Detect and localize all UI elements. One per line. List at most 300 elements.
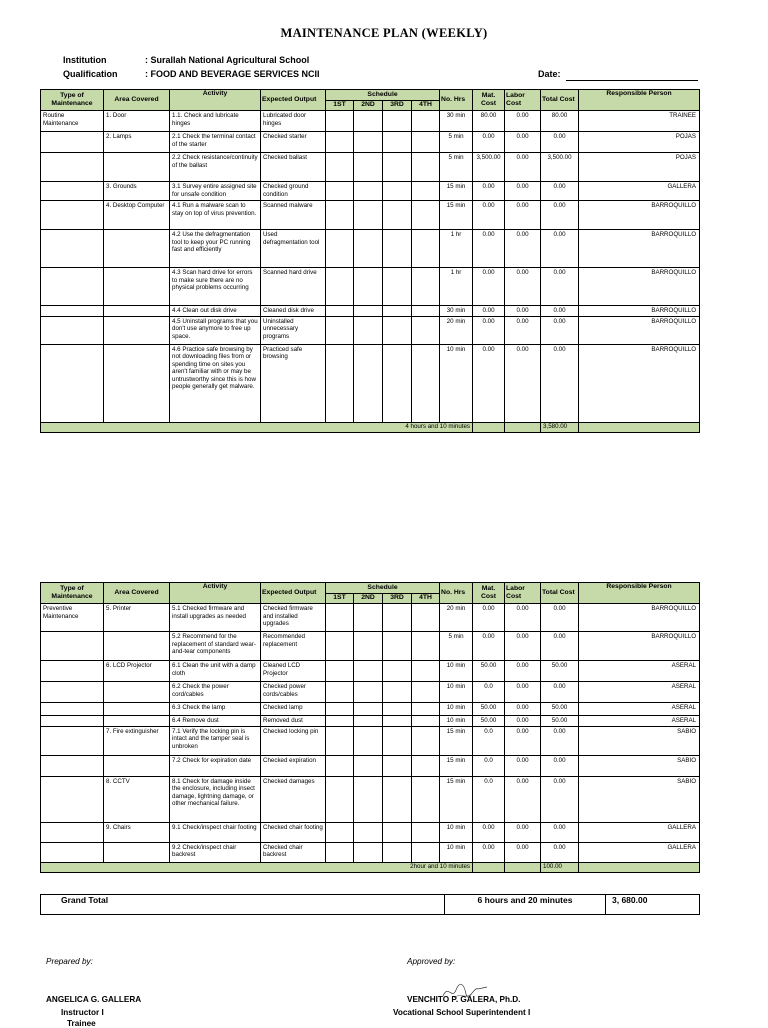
cell-labor-cost: 0.00 xyxy=(505,182,541,201)
table-row xyxy=(41,682,700,703)
cell-expected: Recommended replacement xyxy=(261,632,326,661)
header-hours: No. Hrs xyxy=(440,583,473,604)
cell-week-4 xyxy=(412,201,440,230)
cell-hours: 10 min xyxy=(440,682,473,703)
cell-type xyxy=(41,755,104,776)
qualification-label: Qualification xyxy=(63,69,118,79)
cell-activity: 4.6 Practice safe browsing by not downloading files from or spending time on sites you aren't familiar with or may be untrustworthy since this is how people generally get malware. xyxy=(170,344,261,422)
cell-week-2 xyxy=(354,716,383,727)
table-row xyxy=(41,306,700,317)
cell-week-4 xyxy=(412,726,440,755)
cell-labor-cost: 0.00 xyxy=(505,755,541,776)
cell-week-1 xyxy=(326,132,354,153)
cell-total-cost: 50.00 xyxy=(541,661,579,682)
cell-labor-cost: 0.00 xyxy=(505,842,541,862)
header-week-s4: 4TH xyxy=(412,594,440,604)
cell-hours: 5 min xyxy=(440,132,473,153)
cell-area xyxy=(104,344,170,422)
cell-week-4 xyxy=(412,132,440,153)
cell-area: 8. CCTV xyxy=(104,776,170,822)
cell-expected: Checked starter xyxy=(261,132,326,153)
cell-hours: 15 min xyxy=(440,726,473,755)
cell-hours: 15 min xyxy=(440,201,473,230)
cell-material-cost: 80.00 xyxy=(473,111,505,132)
cell-week-1 xyxy=(326,726,354,755)
header-hours: No. Hrs xyxy=(440,90,473,111)
cell-week-1 xyxy=(326,111,354,132)
subtotal-hours: 2hour and 10 minutes xyxy=(41,862,473,872)
header-labor-cost: Labor Cost xyxy=(505,583,541,604)
cell-total-cost: 0.00 xyxy=(541,344,579,422)
cell-responsible: GALLERA xyxy=(579,182,700,201)
cell-week-3 xyxy=(383,111,412,132)
cell-type xyxy=(41,726,104,755)
cell-hours: 10 min xyxy=(440,703,473,716)
subtotal-hours: 4 hours and 10 minutes xyxy=(41,422,473,432)
table-row xyxy=(41,842,700,862)
cell-area: 9. Chairs xyxy=(104,822,170,842)
approver-title: Vocational School Superintendent I xyxy=(393,1008,531,1017)
cell-labor-cost: 0.00 xyxy=(505,726,541,755)
cell-total-cost: 0.00 xyxy=(541,230,579,268)
cell-material-cost: 0.00 xyxy=(473,182,505,201)
header-type: Type of Maintenance xyxy=(41,583,104,604)
cell-week-3 xyxy=(383,703,412,716)
cell-total-cost: 0.00 xyxy=(541,306,579,317)
cell-responsible: BARROQUILLO xyxy=(579,306,700,317)
cell-expected: Used defragmentation tool xyxy=(261,230,326,268)
cell-total-cost: 3,500.00 xyxy=(541,153,579,182)
cell-week-1 xyxy=(326,182,354,201)
cell-week-2 xyxy=(354,132,383,153)
cell-week-3 xyxy=(383,716,412,727)
cell-area xyxy=(104,268,170,306)
cell-week-2 xyxy=(354,201,383,230)
cell-week-2 xyxy=(354,230,383,268)
cell-area: 3. Grounds xyxy=(104,182,170,201)
cell-material-cost: 50.00 xyxy=(473,661,505,682)
date-field xyxy=(566,80,698,81)
cell-labor-cost: 0.00 xyxy=(505,661,541,682)
qualification-value: : FOOD AND BEVERAGE SERVICES NCII xyxy=(145,69,320,79)
cell-responsible: ASERAL xyxy=(579,682,700,703)
cell-labor-cost: 0.00 xyxy=(505,822,541,842)
cell-week-2 xyxy=(354,822,383,842)
cell-type xyxy=(41,682,104,703)
cell-week-4 xyxy=(412,632,440,661)
cell-week-4 xyxy=(412,153,440,182)
cell-total-cost: 0.00 xyxy=(541,132,579,153)
cell-hours: 10 min xyxy=(440,661,473,682)
cell-week-3 xyxy=(383,306,412,317)
cell-material-cost: 0.0 xyxy=(473,776,505,822)
cell-total-cost: 0.00 xyxy=(541,632,579,661)
cell-total-cost: 0.00 xyxy=(541,726,579,755)
cell-week-3 xyxy=(383,755,412,776)
cell-type xyxy=(41,632,104,661)
cell-responsible: POJAS xyxy=(579,153,700,182)
cell-week-3 xyxy=(383,726,412,755)
header-area: Area Covered xyxy=(104,583,170,604)
header-total-cost: Total Cost xyxy=(541,90,579,111)
cell-hours: 10 min xyxy=(440,716,473,727)
cell-material-cost: 0.00 xyxy=(473,306,505,317)
cell-week-2 xyxy=(354,755,383,776)
cell-labor-cost: 0.00 xyxy=(505,344,541,422)
cell-week-1 xyxy=(326,703,354,716)
cell-labor-cost: 0.00 xyxy=(505,776,541,822)
cell-type xyxy=(41,344,104,422)
header-week-s3: 3RD xyxy=(383,101,412,111)
cell-expected: Checked expiration xyxy=(261,755,326,776)
cell-week-4 xyxy=(412,182,440,201)
cell-week-3 xyxy=(383,632,412,661)
cell-week-2 xyxy=(354,153,383,182)
header-responsible: Responsible Person xyxy=(579,583,700,604)
cell-activity: 3.1 Survey entire assigned site for unsafe condition xyxy=(170,182,261,201)
date-label: Date: xyxy=(538,69,561,79)
cell-labor-cost: 0.00 xyxy=(505,682,541,703)
cell-labor-cost: 0.00 xyxy=(505,268,541,306)
cell-week-2 xyxy=(354,316,383,344)
cell-week-2 xyxy=(354,268,383,306)
cell-labor-cost: 0.00 xyxy=(505,153,541,182)
cell-hours: 15 min xyxy=(440,755,473,776)
cell-activity: 4.1 Run a malware scan to stay on top of virus prevention. xyxy=(170,201,261,230)
table-row xyxy=(41,132,700,153)
cell-type xyxy=(41,230,104,268)
cell-expected: Removed dust xyxy=(261,716,326,727)
cell-hours: 30 min xyxy=(440,306,473,317)
table-row xyxy=(41,604,700,632)
cell-area xyxy=(104,682,170,703)
cell-week-1 xyxy=(326,682,354,703)
cell-expected: Checked locking pin xyxy=(261,726,326,755)
cell-area: 2. Lamps xyxy=(104,132,170,153)
cell-area: 6. LCD Projector xyxy=(104,661,170,682)
cell-hours: 30 min xyxy=(440,111,473,132)
cell-material-cost: 0.00 xyxy=(473,822,505,842)
cell-week-3 xyxy=(383,132,412,153)
table-row xyxy=(41,661,700,682)
cell-week-4 xyxy=(412,268,440,306)
grand-total-label: Grand Total xyxy=(41,895,445,915)
cell-week-3 xyxy=(383,153,412,182)
cell-week-4 xyxy=(412,755,440,776)
cell-activity: 6.2 Check the power cord/cables xyxy=(170,682,261,703)
cell-week-4 xyxy=(412,111,440,132)
cell-total-cost: 0.00 xyxy=(541,682,579,703)
cell-labor-cost: 0.00 xyxy=(505,201,541,230)
header-week-s3: 3RD xyxy=(383,594,412,604)
cell-week-4 xyxy=(412,822,440,842)
page-title: MAINTENANCE PLAN (WEEKLY) xyxy=(280,26,488,40)
cell-week-4 xyxy=(412,306,440,317)
cell-hours: 20 min xyxy=(440,316,473,344)
header-material-cost: Mat. Cost xyxy=(473,583,505,604)
cell-week-2 xyxy=(354,111,383,132)
cell-area xyxy=(104,306,170,317)
cell-week-1 xyxy=(326,822,354,842)
cell-week-4 xyxy=(412,682,440,703)
cell-week-4 xyxy=(412,604,440,632)
cell-responsible: BARROQUILLO xyxy=(579,201,700,230)
cell-expected: Checked lamp xyxy=(261,703,326,716)
cell-activity: 5.1 Checked firmware and install upgrades as needed xyxy=(170,604,261,632)
cell-activity: 6.3 Check the lamp xyxy=(170,703,261,716)
cell-responsible: SABIO xyxy=(579,726,700,755)
cell-week-1 xyxy=(326,716,354,727)
cell-area xyxy=(104,632,170,661)
cell-type xyxy=(41,306,104,317)
cell-total-cost: 0.00 xyxy=(541,182,579,201)
cell-week-4 xyxy=(412,316,440,344)
cell-week-2 xyxy=(354,776,383,822)
cell-total-cost: 0.00 xyxy=(541,776,579,822)
table-row xyxy=(41,776,700,822)
cell-week-1 xyxy=(326,632,354,661)
cell-hours: 1 hr xyxy=(440,230,473,268)
cell-total-cost: 50.00 xyxy=(541,703,579,716)
cell-activity: 4.5 Uninstall programs that you don't use anymore to free up space. xyxy=(170,316,261,344)
cell-expected: Checked power cords/cables xyxy=(261,682,326,703)
cell-week-2 xyxy=(354,604,383,632)
cell-type xyxy=(41,153,104,182)
cell-material-cost: 0.0 xyxy=(473,726,505,755)
cell-week-1 xyxy=(326,201,354,230)
prepared-by-label: Prepared by: xyxy=(46,957,93,966)
cell-type xyxy=(41,132,104,153)
cell-activity: 9.2 Check/inspect chair backrest xyxy=(170,842,261,862)
subtotal-cost: 100.00 xyxy=(541,862,579,872)
cell-activity: 4.2 Use the defragmentation tool to keep your PC running fast and efficiently xyxy=(170,230,261,268)
table-row xyxy=(41,344,700,422)
cell-responsible: ASERAL xyxy=(579,661,700,682)
header-material-cost: Mat. Cost xyxy=(473,90,505,111)
preparer-title-2: Trainee xyxy=(67,1019,96,1028)
cell-type xyxy=(41,822,104,842)
cell-labor-cost: 0.00 xyxy=(505,230,541,268)
cell-week-3 xyxy=(383,182,412,201)
cell-total-cost: 0.00 xyxy=(541,755,579,776)
header-area: Area Covered xyxy=(104,90,170,111)
cell-week-2 xyxy=(354,661,383,682)
cell-type: Routine Maintenance xyxy=(41,111,104,132)
cell-week-3 xyxy=(383,268,412,306)
cell-week-3 xyxy=(383,230,412,268)
cell-material-cost: 0.0 xyxy=(473,682,505,703)
grand-total-cost: 3, 680.00 xyxy=(606,895,700,915)
cell-week-4 xyxy=(412,703,440,716)
cell-type: Preventive Maintenance xyxy=(41,604,104,632)
cell-expected: Scanned malware xyxy=(261,201,326,230)
cell-expected: Cleaned disk drive xyxy=(261,306,326,317)
cell-labor-cost: 0.00 xyxy=(505,632,541,661)
table-row xyxy=(41,316,700,344)
cell-responsible: BARROQUILLO xyxy=(579,604,700,632)
header-week-s2: 2ND xyxy=(354,594,383,604)
cell-expected: Lubricated door hinges xyxy=(261,111,326,132)
cell-week-3 xyxy=(383,316,412,344)
header-activity: Activity xyxy=(170,90,261,111)
cell-week-3 xyxy=(383,822,412,842)
table-row xyxy=(41,111,700,132)
cell-hours: 15 min xyxy=(440,776,473,822)
cell-labor-cost: 0.00 xyxy=(505,703,541,716)
subtotal-spacer xyxy=(505,422,541,432)
cell-activity: 6.4 Remove dust xyxy=(170,716,261,727)
cell-hours: 10 min xyxy=(440,842,473,862)
cell-material-cost: 0.00 xyxy=(473,132,505,153)
header-total-cost: Total Cost xyxy=(541,583,579,604)
table-row xyxy=(41,755,700,776)
cell-activity: 2.2 Check resistance/continuity of the ballast xyxy=(170,153,261,182)
header-week-s1: 1ST xyxy=(326,101,354,111)
cell-expected: Cleaned LCD Projector xyxy=(261,661,326,682)
cell-activity: 7.2 Check for expiration date xyxy=(170,755,261,776)
cell-area xyxy=(104,842,170,862)
grand-total-hours: 6 hours and 20 minutes xyxy=(445,895,606,915)
cell-total-cost: 0.00 xyxy=(541,316,579,344)
cell-type xyxy=(41,661,104,682)
cell-area: 1. Door xyxy=(104,111,170,132)
cell-type xyxy=(41,316,104,344)
grand-total-row xyxy=(40,894,700,915)
approved-by-label: Approved by: xyxy=(407,957,456,966)
header-week-s4: 4TH xyxy=(412,101,440,111)
cell-area xyxy=(104,153,170,182)
cell-material-cost: 0.00 xyxy=(473,316,505,344)
cell-expected: Scanned hard drive xyxy=(261,268,326,306)
header-responsible: Responsible Person xyxy=(579,90,700,111)
cell-week-3 xyxy=(383,604,412,632)
header-week-s1: 1ST xyxy=(326,594,354,604)
cell-labor-cost: 0.00 xyxy=(505,716,541,727)
institution-value: : Surallah National Agricultural School xyxy=(145,55,310,65)
cell-week-1 xyxy=(326,604,354,632)
preparer-title: Instructor I xyxy=(61,1008,104,1017)
cell-hours: 20 min xyxy=(440,604,473,632)
table-row xyxy=(41,726,700,755)
cell-week-2 xyxy=(354,842,383,862)
cell-week-3 xyxy=(383,842,412,862)
table-row xyxy=(41,201,700,230)
cell-material-cost: 0.00 xyxy=(473,230,505,268)
cell-responsible: ASERAL xyxy=(579,716,700,727)
cell-week-3 xyxy=(383,776,412,822)
cell-week-2 xyxy=(354,344,383,422)
header-labor-cost: Labor Cost xyxy=(505,90,541,111)
table-row xyxy=(41,703,700,716)
cell-week-3 xyxy=(383,201,412,230)
cell-type xyxy=(41,268,104,306)
cell-material-cost: 0.00 xyxy=(473,344,505,422)
cell-material-cost: 3,500.00 xyxy=(473,153,505,182)
cell-labor-cost: 0.00 xyxy=(505,604,541,632)
cell-type xyxy=(41,703,104,716)
cell-week-1 xyxy=(326,316,354,344)
cell-hours: 5 min xyxy=(440,153,473,182)
subtotal-cost: 3,580.00 xyxy=(541,422,579,432)
cell-material-cost: 50.00 xyxy=(473,716,505,727)
cell-activity: 7.1 Verify the locking pin is intact and the tamper seal is unbroken xyxy=(170,726,261,755)
header-activity: Activity xyxy=(170,583,261,604)
subtotal-spacer xyxy=(579,862,700,872)
cell-week-4 xyxy=(412,661,440,682)
cell-week-4 xyxy=(412,716,440,727)
cell-activity: 6.1 Clean the unit with a damp cloth xyxy=(170,661,261,682)
cell-hours: 15 min xyxy=(440,182,473,201)
cell-week-3 xyxy=(383,682,412,703)
subtotal-row xyxy=(41,422,700,432)
cell-material-cost: 0.00 xyxy=(473,268,505,306)
header-schedule: Schedule xyxy=(326,583,440,594)
cell-week-1 xyxy=(326,268,354,306)
table-row xyxy=(41,632,700,661)
table-row xyxy=(41,182,700,201)
cell-responsible: TRAINEE xyxy=(579,111,700,132)
header-week-s2: 2ND xyxy=(354,101,383,111)
cell-responsible: BARROQUILLO xyxy=(579,344,700,422)
maintenance-table-routine xyxy=(40,89,700,433)
cell-total-cost: 50.00 xyxy=(541,716,579,727)
cell-material-cost: 50.00 xyxy=(473,703,505,716)
cell-total-cost: 0.00 xyxy=(541,268,579,306)
cell-area xyxy=(104,316,170,344)
cell-responsible: GALLERA xyxy=(579,822,700,842)
cell-week-4 xyxy=(412,776,440,822)
cell-week-2 xyxy=(354,182,383,201)
table-row xyxy=(41,822,700,842)
cell-activity: 4.4 Clean out disk drive xyxy=(170,306,261,317)
cell-material-cost: 0.00 xyxy=(473,201,505,230)
cell-week-1 xyxy=(326,230,354,268)
cell-activity: 2.1 Check the terminal contact of the starter xyxy=(170,132,261,153)
cell-labor-cost: 0.00 xyxy=(505,111,541,132)
cell-area: 5. Printer xyxy=(104,604,170,632)
subtotal-spacer xyxy=(505,862,541,872)
cell-week-1 xyxy=(326,153,354,182)
cell-material-cost: 0.00 xyxy=(473,604,505,632)
cell-week-1 xyxy=(326,776,354,822)
cell-material-cost: 0.00 xyxy=(473,632,505,661)
cell-area xyxy=(104,716,170,727)
cell-expected: Checked firmware and installed upgrades xyxy=(261,604,326,632)
cell-area xyxy=(104,755,170,776)
cell-week-1 xyxy=(326,344,354,422)
subtotal-spacer xyxy=(473,862,505,872)
cell-responsible: ASERAL xyxy=(579,703,700,716)
header-expected-output: Expected Output xyxy=(261,583,326,604)
table-row xyxy=(41,153,700,182)
cell-total-cost: 0.00 xyxy=(541,842,579,862)
cell-week-1 xyxy=(326,842,354,862)
cell-area: 7. Fire extinguisher xyxy=(104,726,170,755)
header-expected-output: Expected Output xyxy=(261,90,326,111)
cell-responsible: BARROQUILLO xyxy=(579,632,700,661)
cell-activity: 4.3 Scan hard drive for errors to make sure there are no physical problems occurring xyxy=(170,268,261,306)
header-type: Type of Maintenance xyxy=(41,90,104,111)
cell-material-cost: 0.00 xyxy=(473,842,505,862)
cell-hours: 10 min xyxy=(440,344,473,422)
cell-week-2 xyxy=(354,726,383,755)
cell-material-cost: 0.0 xyxy=(473,755,505,776)
cell-week-2 xyxy=(354,306,383,317)
cell-labor-cost: 0.00 xyxy=(505,306,541,317)
cell-area xyxy=(104,703,170,716)
cell-activity: 1.1. Check and lubricate hinges xyxy=(170,111,261,132)
subtotal-spacer xyxy=(579,422,700,432)
